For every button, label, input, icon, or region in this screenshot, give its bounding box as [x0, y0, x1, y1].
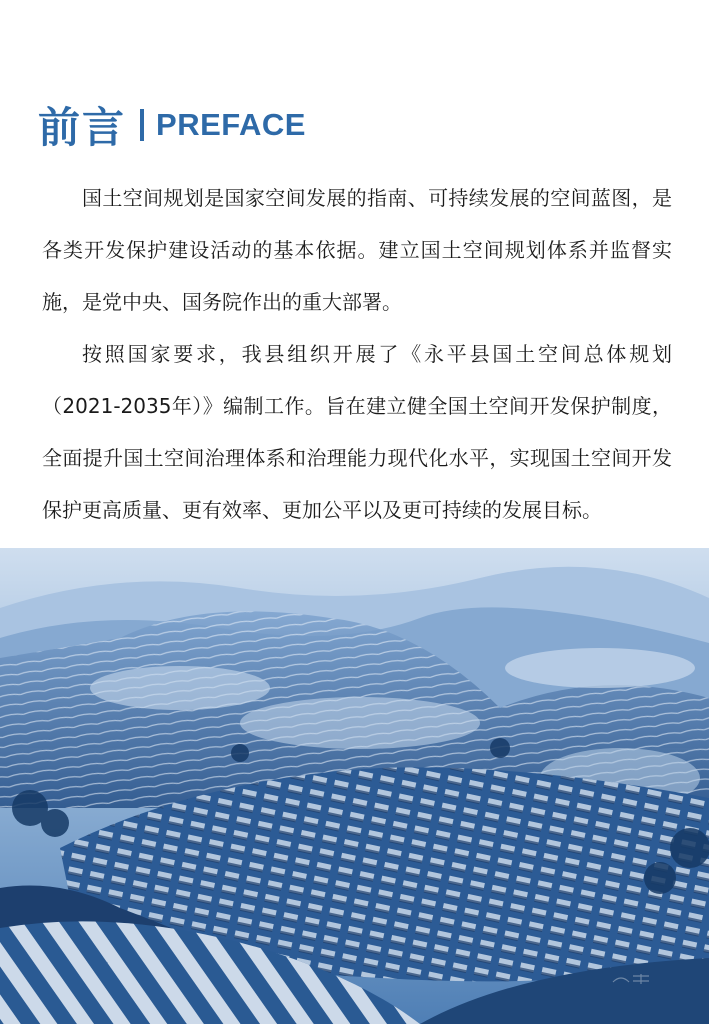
paragraph-2: 按照国家要求，我县组织开展了《永平县国土空间总体规划（2021-2035年）》编制工作。旨在建立健全国土空间开发保护制度，全面提升国土空间治理体系和治理能力现代化水平，实现国土空间开发保护更高质量、更有效率、更加公平以及更可持续的发展目标。 — [42, 342, 672, 522]
paragraph-1: 国土空间规划是国家空间发展的指南、可持续发展的空间蓝图，是各类开发保护建设活动的基本依据。建立国土空间规划体系并监督实施，是党中央、国务院作出的重大部署。 — [42, 186, 672, 314]
heading-divider — [140, 109, 144, 141]
village-landscape-photo — [0, 548, 709, 1024]
photo-watermark-icon — [611, 972, 651, 986]
page-heading — [38, 96, 306, 154]
preface-body — [42, 172, 672, 536]
heading-english-title: PREFACE — [156, 107, 306, 142]
heading-chinese-title: 前言 — [38, 103, 127, 152]
